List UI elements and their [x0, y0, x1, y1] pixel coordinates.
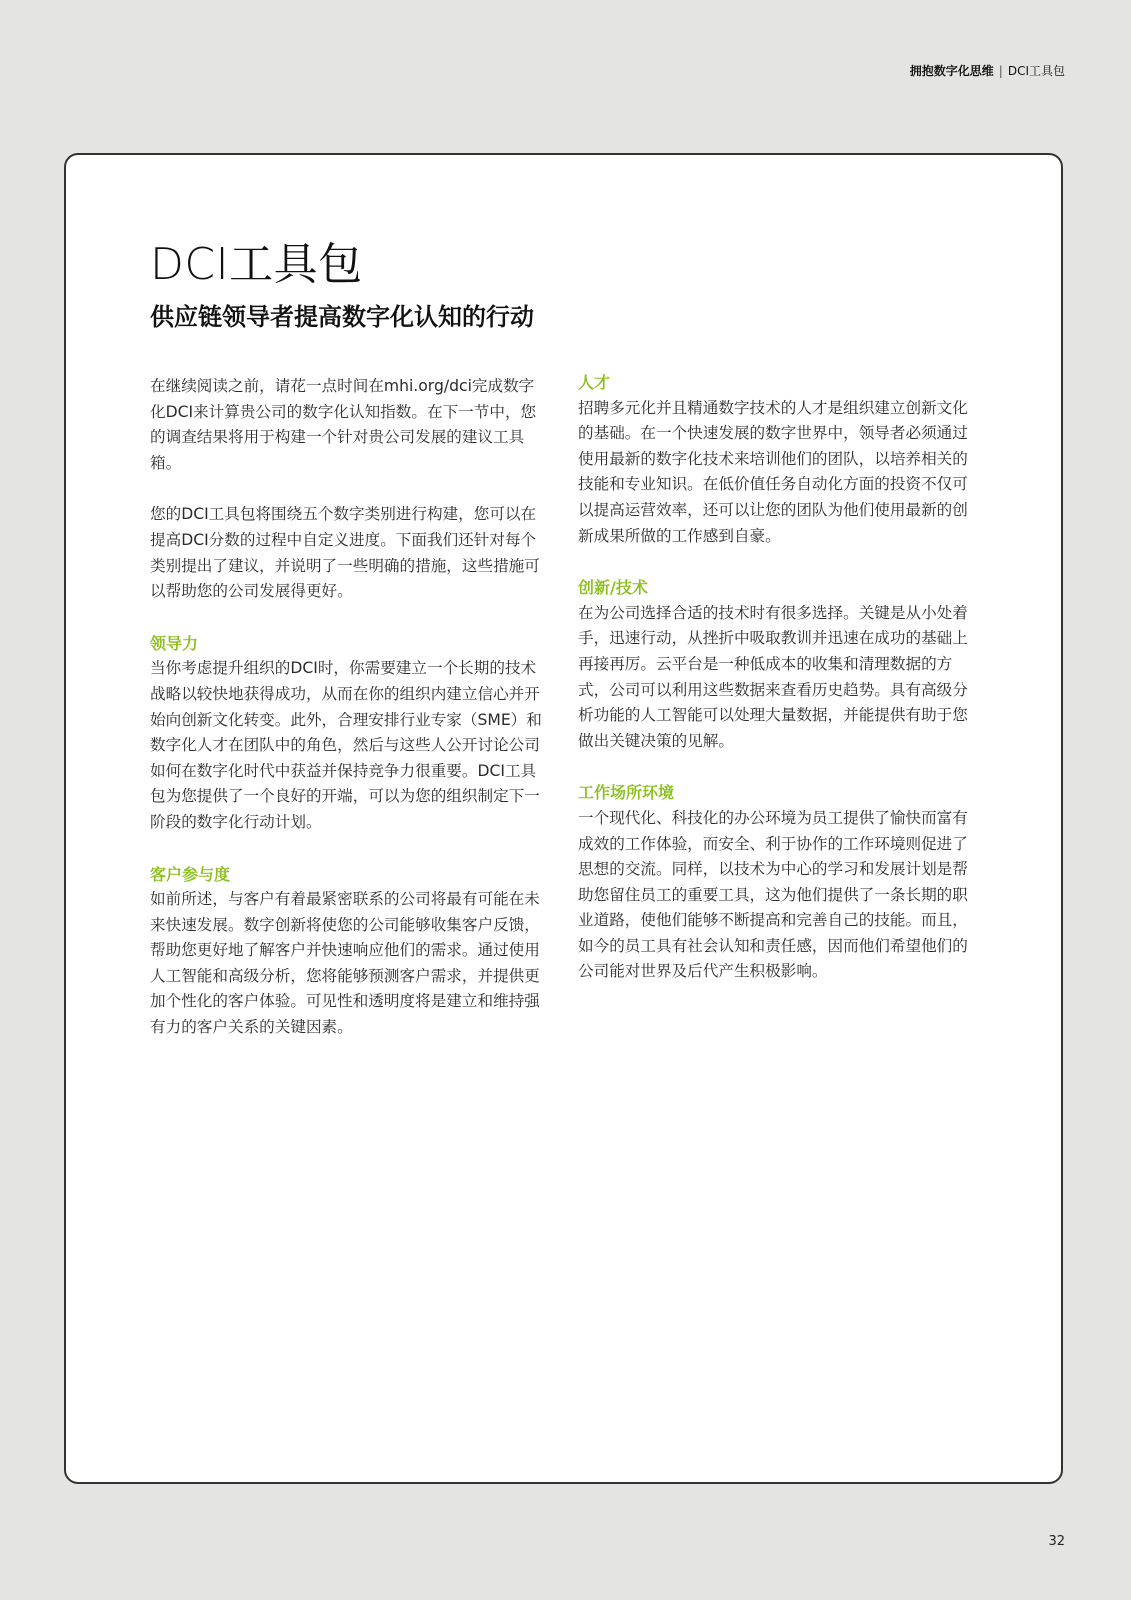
section-body: 一个现代化、科技化的办公环境为员工提供了愉快而富有成效的工作体验，而安全、利于协作的工作环境则促进了思想的交流。同样，以技术为中心的学习和发展计划是帮助您留住员工的重要工具，这为他们提供了一条长期的职业道路，使他们能够不断提高和完善自己的技能。而且，如今的员工具有社会认知和责任感，因而他们希望他们的公司能对世界及后代产生积极影响。 — [578, 808, 968, 981]
header-section: DCI工具包 — [1007, 64, 1065, 78]
right-column — [578, 374, 976, 1011]
left-column — [150, 374, 548, 1067]
content-card — [64, 153, 1063, 1484]
page-subtitle: 供应链领导者提高数字化认知的行动 — [150, 303, 534, 331]
page-title: DCI工具包 — [150, 239, 363, 290]
section-heading: 客户参与度 — [150, 864, 231, 884]
intro-paragraph: 您的DCI工具包将围绕五个数字类别进行构建，您可以在提高DCI分数的过程中自定义进度。下面我们还针对每个类别提出了建议，并说明了一些明确的措施，这些措施可以帮助您的公司发展得更好。 — [150, 505, 540, 601]
section-heading: 领导力 — [150, 633, 199, 653]
page-number: 32 — [1048, 1534, 1065, 1549]
section-talent — [578, 370, 976, 549]
intro-paragraph: 在继续阅读之前，请花一点时间在mhi.org/dci完成数字化DCI来计算贵公司的数字化认知指数。在下一节中，您的调查结果将用于构建一个针对贵公司发展的建议工具箱。 — [150, 377, 537, 472]
section-customer-engagement — [150, 862, 548, 1041]
section-leadership — [150, 631, 548, 836]
running-header — [910, 62, 1065, 79]
section-heading: 人才 — [578, 373, 611, 392]
section-body: 招聘多元化并且精通数字技术的人才是组织建立创新文化的基础。在一个快速发展的数字世界中，领导者必须通过使用最新的数字化技术来培训他们的团队，以培养相关的技能和专业知识。在低价值任务自动化方面的投资不仅可以提高运营效率，还可以让您的团队为他们使用最新的创新成果所做的工作感到自豪。 — [578, 398, 968, 545]
section-innovation-technology — [578, 575, 976, 754]
section-body: 当你考虑提升组织的DCI时，你需要建立一个长期的技术战略以较快地获得成功，从而在你的组织内建立信心并开始向创新文化转变。此外，合理安排行业专家（SME）和数字化人才在团队中的角色，然后与这些人公开讨论公司如何在数字化时代中获益并保持竞争力很重要。DCI工具包为您提供了一个良好的开端，可以为您的组织制定下一阶段的数字化行动计划。 — [150, 659, 542, 831]
header-separator: | — [998, 64, 1003, 78]
header-title: 拥抱数字化思维 — [909, 64, 994, 78]
section-body: 如前所述，与客户有着最紧密联系的公司将最有可能在未来快速发展。数字创新将使您的公司能够收集客户反馈，帮助您更好地了解客户并快速响应他们的需求。通过使用人工智能和高级分析，您将能够预测客户需求，并提供更加个性化的客户体验。可见性和透明度将是建立和维持强有力的客户关系的关键因素。 — [150, 890, 540, 1037]
section-heading: 工作场所环境 — [578, 783, 675, 803]
section-heading: 创新/技术 — [578, 578, 648, 598]
section-workplace-environment — [578, 780, 976, 985]
section-body: 在为公司选择合适的技术时有很多选择。关键是从小处着手，迅速行动，从挫折中吸取教训并迅速在成功的基础上再接再厉。云平台是一种低成本的收集和清理数据的方式，公司可以利用这些数据来查看历史趋势。具有高级分析功能的人工智能可以处理大量数据，并能提供有助于您做出关键决策的见解。 — [578, 603, 968, 750]
